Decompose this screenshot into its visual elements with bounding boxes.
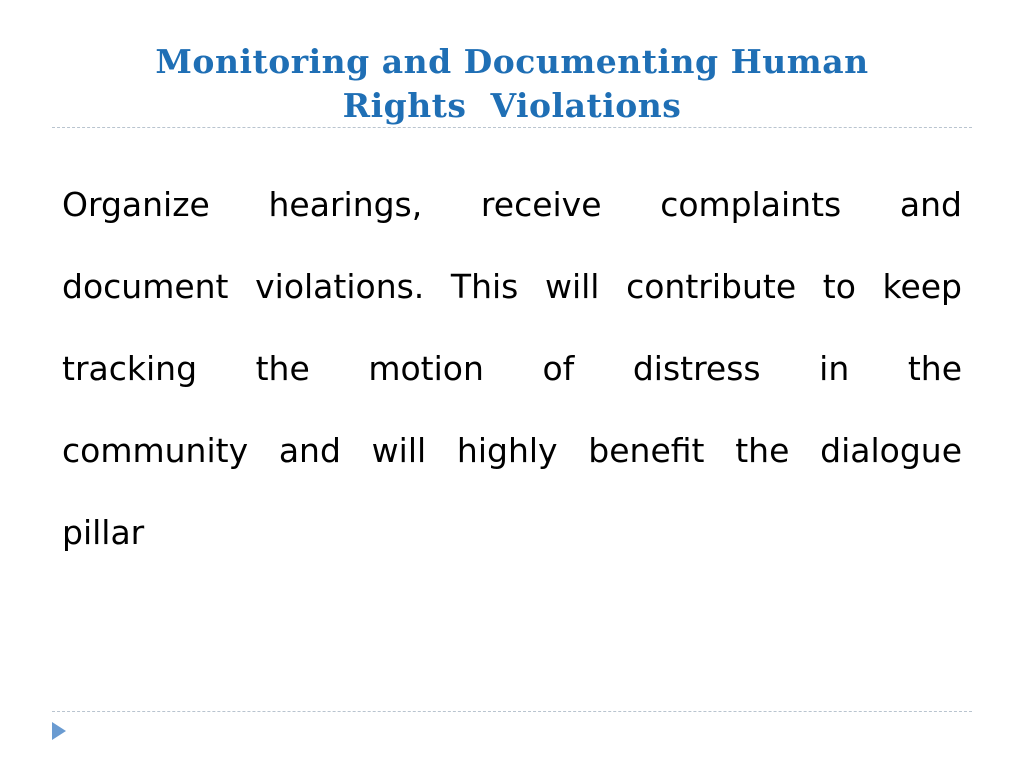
body-line-3: tracking the motion of distress in the	[62, 349, 962, 388]
slide-body	[62, 164, 962, 574]
triangle-right-icon[interactable]	[51, 721, 67, 741]
slide-title	[52, 40, 972, 128]
body-line-1: Organize hearings, receive complaints and	[62, 185, 962, 224]
slide-title-line-1: Monitoring and Documenting Human	[155, 42, 869, 81]
body-line-2: document violations. This will contribute to keep	[62, 267, 962, 306]
top-divider	[52, 127, 972, 128]
slide-title-line-2: Rights Violations	[342, 86, 682, 125]
body-line-4: community and will highly benefit the dialogue	[62, 431, 962, 470]
body-line-5: pillar	[62, 513, 145, 552]
bottom-divider	[52, 711, 972, 712]
